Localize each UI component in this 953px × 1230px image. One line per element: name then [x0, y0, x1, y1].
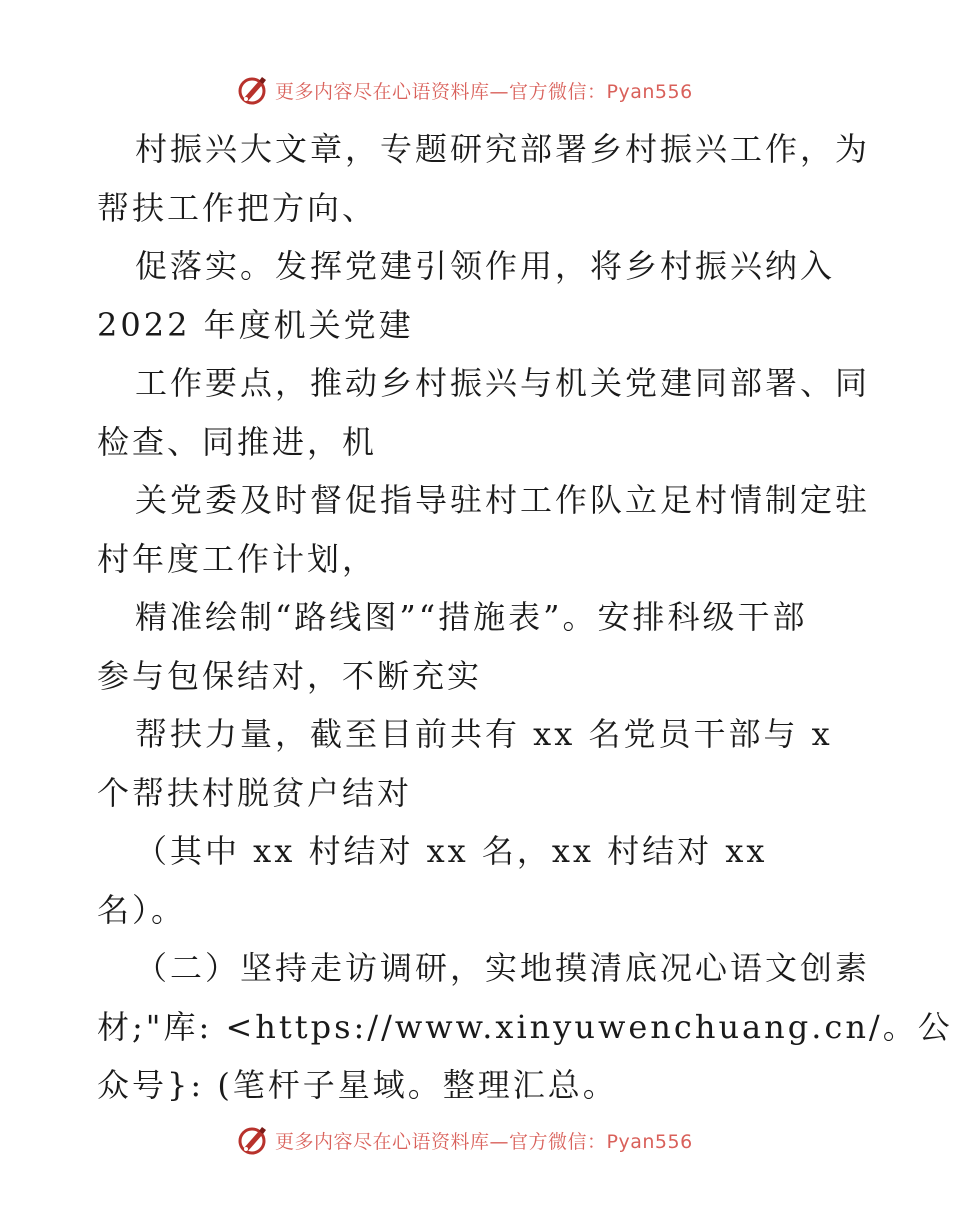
text-line: 2022 年度机关党建 — [97, 305, 414, 344]
footer-watermark — [235, 1122, 693, 1158]
text-line: （二）坚持走访调研，实地摸清底况心语文创素 — [135, 949, 871, 987]
document-body — [97, 120, 953, 1115]
text-line: 帮扶工作把方向、 — [97, 188, 378, 227]
text-line: 村年度工作计划， — [97, 539, 378, 578]
text-line: 精准绘制“路线图”“措施表”。安排科级干部 — [135, 598, 808, 636]
text-line: 关党委及时督促指导驻村工作队立足村情制定驻 — [135, 481, 871, 519]
text-line: 参与包保结对，不断充实 — [97, 656, 483, 695]
text-line: 众号}: (笔杆子星域。整理汇总。 — [97, 1066, 618, 1104]
pen-logo-icon — [235, 73, 269, 107]
watermark-text: 更多内容尽在心语资料库—官方微信：Pyan556 — [275, 1130, 693, 1153]
text-line: 材;"库: <https://www.xinyuwenchuang.cn/。公 — [97, 1007, 953, 1046]
text-line: 个帮扶村脱贫户结对 — [97, 773, 413, 812]
pen-logo-icon — [235, 1123, 269, 1157]
text-line: 名）。 — [97, 890, 187, 929]
text-line: 帮扶力量，截至目前共有 xx 名党员干部与 x — [135, 715, 833, 753]
text-line: 促落实。发挥党建引领作用，将乡村振兴纳入 — [135, 247, 836, 285]
text-line: 村振兴大文章，专题研究部署乡村振兴工作，为 — [135, 130, 871, 168]
header-watermark — [235, 72, 693, 108]
watermark-text: 更多内容尽在心语资料库—官方微信：Pyan556 — [275, 80, 693, 103]
text-line: 工作要点，推动乡村振兴与机关党建同部署、同 — [135, 364, 871, 402]
text-line: （其中 xx 村结对 xx 名，xx 村结对 xx — [135, 832, 768, 870]
text-line: 检查、同推进，机 — [97, 422, 378, 461]
